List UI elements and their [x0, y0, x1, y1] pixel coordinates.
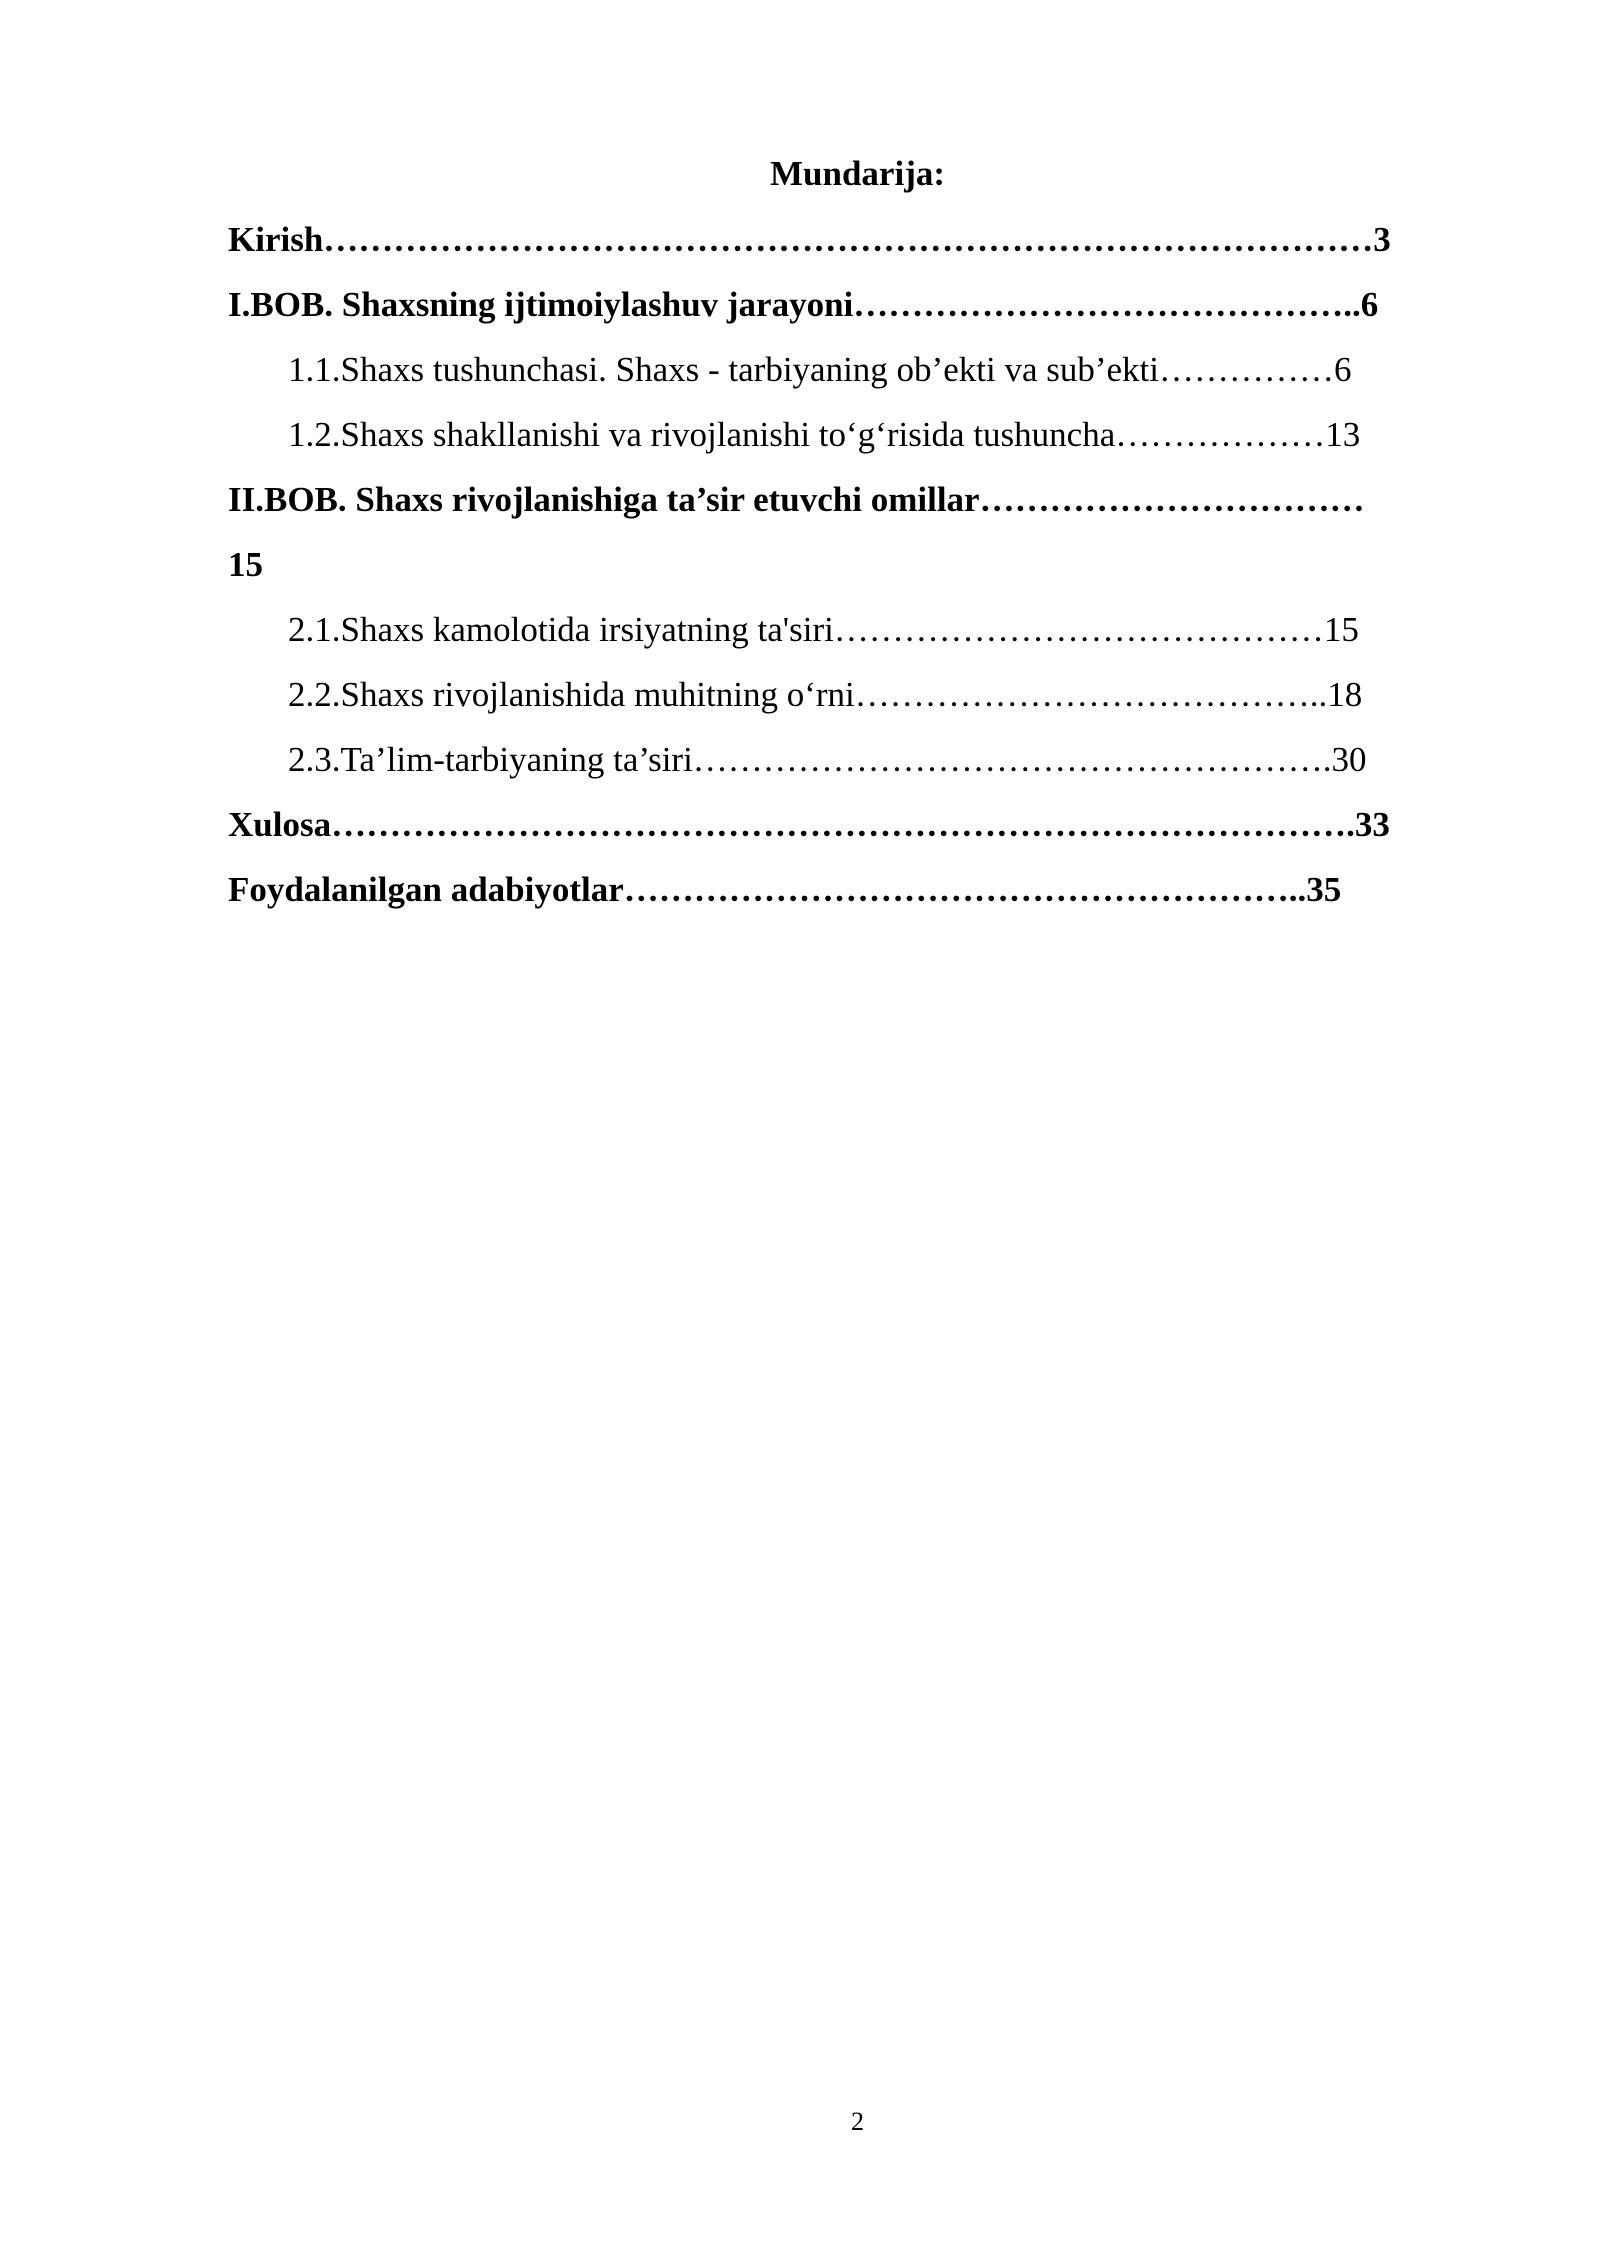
- toc-entry-section-1-1: 1.1.Shaxs tushunchasi. Shaxs - tarbiyaning ob’ekti va sub’ekti……………6: [288, 350, 1352, 389]
- toc-entry-section-1-2: 1.2.Shaxs shakllanishi va rivojlanishi to‘g‘risida tushuncha………………13: [288, 415, 1361, 454]
- toc-entry-section-2-2: 2.2.Shaxs rivojlanishida muhitning o‘rni…………………………………..18: [288, 675, 1363, 714]
- toc-entry-section-2-3: 2.3.Ta’lim-tarbiyaning ta’siri……………………………………………….30: [288, 740, 1367, 779]
- page-number: 2: [851, 2107, 864, 2136]
- toc-entry-chapter-1: I.BOB. Shaxsning ijtimoiylashuv jarayoni……………………………………..6: [228, 285, 1379, 324]
- toc-entry-kirish: Kirish………………………………………………………………………………3: [228, 220, 1391, 259]
- toc-entry-chapter-2: II.BOB. Shaxs rivojlanishiga ta’sir etuvchi omillar……………………………: [228, 480, 1365, 519]
- toc-entry-section-2-1: 2.1.Shaxs kamolotida irsiyatning ta'siri……………………………………15: [288, 610, 1359, 649]
- toc-title: Mundarija:: [770, 154, 945, 193]
- toc-entry-references: Foydalanilgan adabiyotlar…………………………………………………..35: [228, 870, 1342, 909]
- toc-entry-xulosa: Xulosa…………………………………………………………………………….33: [228, 805, 1390, 844]
- toc-entry-chapter-2-page: 15: [228, 545, 263, 584]
